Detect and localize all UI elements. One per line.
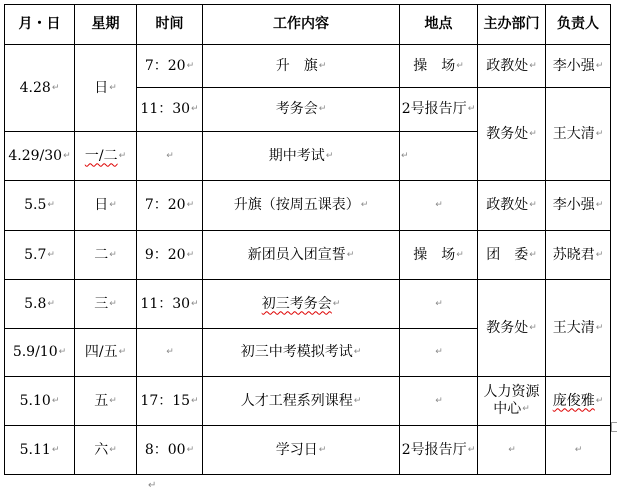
content-cell: 学习日↵ bbox=[203, 426, 400, 475]
table-row bbox=[5, 280, 611, 329]
dept-cell: 教务处↵ bbox=[478, 88, 546, 181]
time-cell: 7：20↵ bbox=[137, 45, 203, 88]
time-cell: ↵ bbox=[137, 132, 203, 181]
person-cell: 王大清↵ bbox=[546, 88, 611, 181]
content-cell: 初三考务会↵ bbox=[203, 280, 400, 329]
content-cell: 期中考试↵ bbox=[203, 132, 400, 181]
table-row bbox=[5, 231, 611, 280]
person-cell: 庞俊雅↵ bbox=[546, 377, 611, 426]
weekday-cell: 四/五↵ bbox=[75, 329, 137, 377]
table-row bbox=[5, 181, 611, 231]
time-cell: 17：15↵ bbox=[137, 377, 203, 426]
time-cell: ↵ bbox=[137, 329, 203, 377]
paragraph-mark: ↵ bbox=[148, 480, 157, 491]
dept-cell: 政教处↵ bbox=[478, 181, 546, 231]
dept-cell: 人力资源中心↵ bbox=[478, 377, 546, 426]
header-weekday: 星期 bbox=[75, 5, 137, 45]
place-cell: 操 场↵ bbox=[400, 231, 478, 280]
dept-cell: 政教处↵ bbox=[478, 45, 546, 88]
date-cell: 5.7↵ bbox=[5, 231, 75, 280]
dept-cell: 团 委↵ bbox=[478, 231, 546, 280]
header-date: 月・日 bbox=[5, 5, 75, 45]
date-cell: 4.28↵ bbox=[5, 45, 75, 132]
weekday-cell: 二↵ bbox=[75, 231, 137, 280]
date-cell: 5.8↵ bbox=[5, 280, 75, 329]
content-cell: 人才工程系列课程↵ bbox=[203, 377, 400, 426]
header-row bbox=[5, 5, 611, 45]
date-cell: 5.9/10↵ bbox=[5, 329, 75, 377]
date-cell: 5.10↵ bbox=[5, 377, 75, 426]
weekday-cell: 一/二↵ bbox=[75, 132, 137, 181]
header-dept: 主办部门 bbox=[478, 5, 546, 45]
content-cell: 初三中考模拟考试↵ bbox=[203, 329, 400, 377]
header-person: 负责人 bbox=[546, 5, 611, 45]
content-cell: 升旗（按周五课表）↵ bbox=[203, 181, 400, 231]
place-cell: ↵ bbox=[400, 181, 478, 231]
date-cell: 4.29/30↵ bbox=[5, 132, 75, 181]
date-cell: 5.5↵ bbox=[5, 181, 75, 231]
time-cell: 7：20↵ bbox=[137, 181, 203, 231]
weekday-cell: 六↵ bbox=[75, 426, 137, 475]
place-cell: ↵ bbox=[400, 377, 478, 426]
weekday-cell: 日↵ bbox=[75, 181, 137, 231]
person-cell: 苏晓君↵ bbox=[546, 231, 611, 280]
place-cell: ↵ bbox=[400, 280, 478, 329]
resize-handle[interactable] bbox=[611, 422, 617, 432]
table-row bbox=[5, 377, 611, 426]
header-content: 工作内容 bbox=[203, 5, 400, 45]
person-cell: 李小强↵ bbox=[546, 45, 611, 88]
place-cell: ↵ bbox=[400, 132, 478, 181]
place-cell: 2号报告厅↵ bbox=[400, 426, 478, 475]
content-cell: 新团员入团宣誓↵ bbox=[203, 231, 400, 280]
time-cell: 11：30↵ bbox=[137, 280, 203, 329]
date-cell: 5.11↵ bbox=[5, 426, 75, 475]
content-cell: 考务会↵ bbox=[203, 88, 400, 132]
content-cell: 升 旗↵ bbox=[203, 45, 400, 88]
time-cell: 9：20↵ bbox=[137, 231, 203, 280]
header-time: 时间 bbox=[137, 5, 203, 45]
weekday-cell: 三↵ bbox=[75, 280, 137, 329]
dept-cell: 教务处↵ bbox=[478, 280, 546, 377]
person-cell: 李小强↵ bbox=[546, 181, 611, 231]
person-cell: 王大清↵ bbox=[546, 280, 611, 377]
weekday-cell: 日↵ bbox=[75, 45, 137, 132]
weekday-cell: 五↵ bbox=[75, 377, 137, 426]
person-cell: ↵ bbox=[546, 426, 611, 475]
schedule-table bbox=[4, 4, 611, 475]
table-row bbox=[5, 45, 611, 88]
header-place: 地点 bbox=[400, 5, 478, 45]
place-cell: 2号报告厅↵ bbox=[400, 88, 478, 132]
dept-cell: ↵ bbox=[478, 426, 546, 475]
time-cell: 11：30↵ bbox=[137, 88, 203, 132]
table-row bbox=[5, 426, 611, 475]
time-cell: 8：00↵ bbox=[137, 426, 203, 475]
place-cell: ↵ bbox=[400, 329, 478, 377]
place-cell: 操 场↵ bbox=[400, 45, 478, 88]
